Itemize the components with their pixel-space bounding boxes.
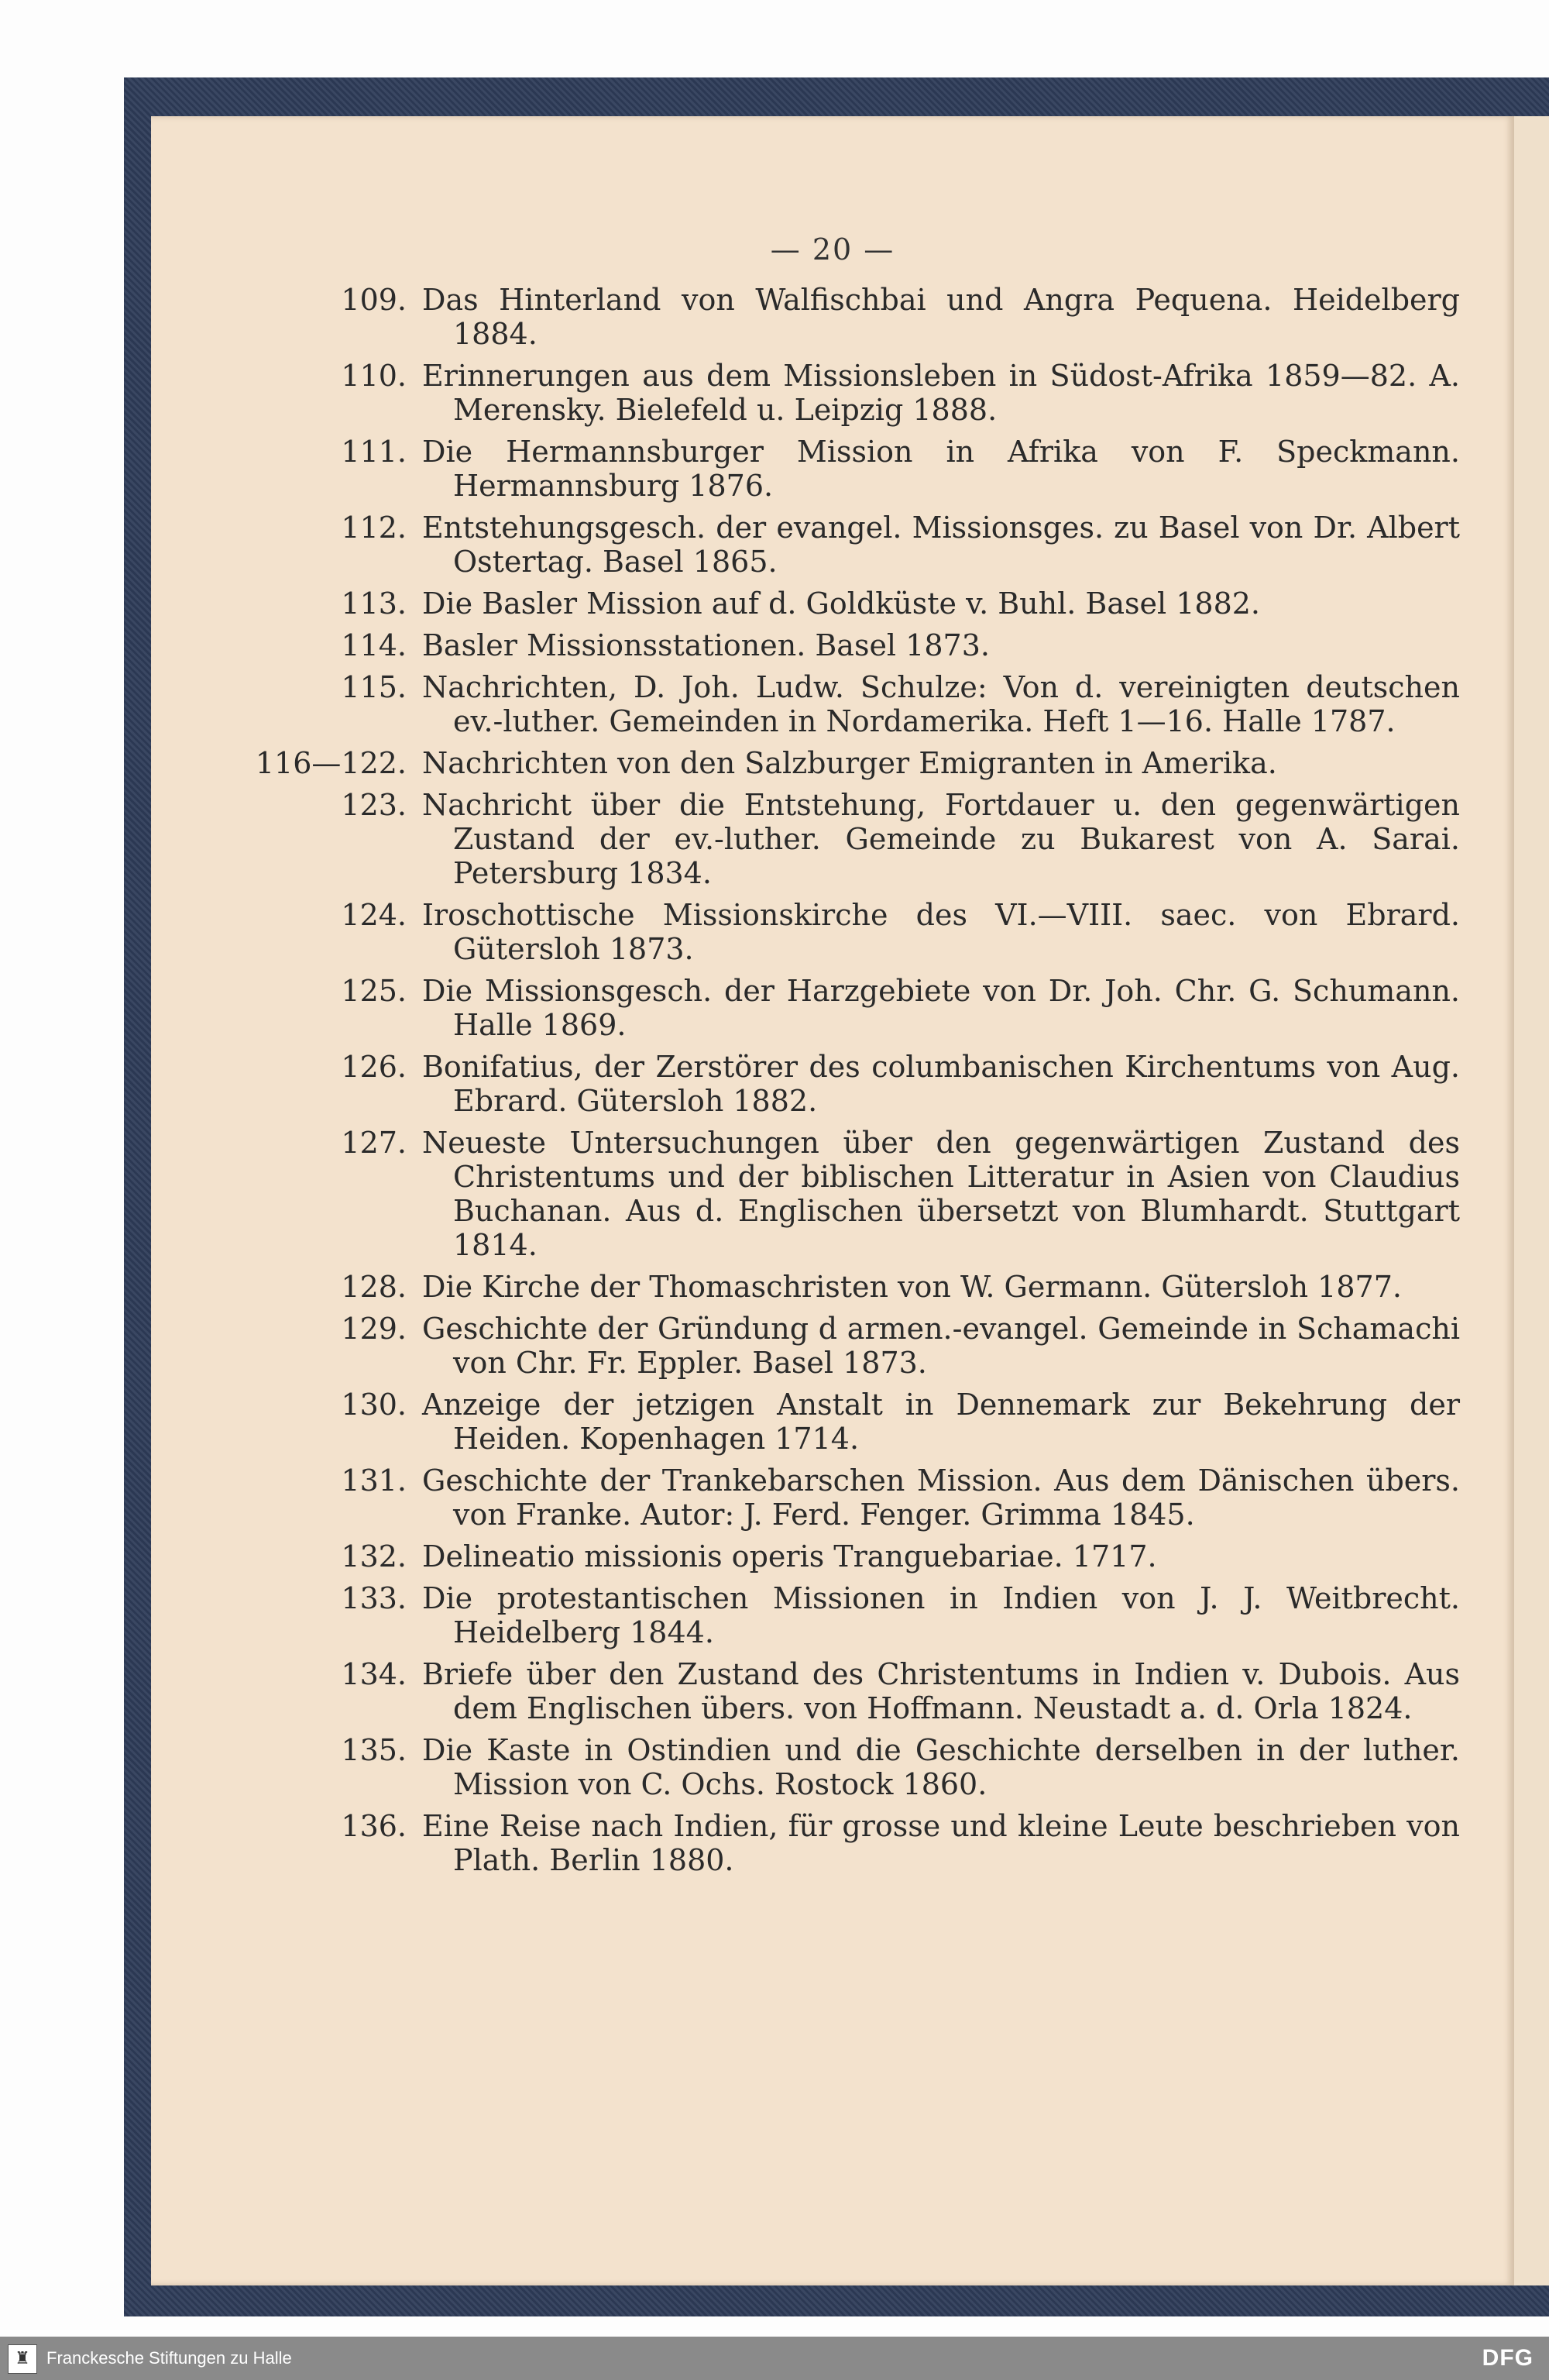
entry-text: Geschichte der Gründung d armen.-evangel. Gemeinde in Schamachi von Chr. Fr. Eppler. Basel 1873. (422, 1312, 1460, 1380)
entry-number: 127. (341, 1126, 407, 1160)
list-item (341, 586, 1522, 621)
entry-number: 109. (341, 283, 407, 317)
entry-text: Iroschottische Missionskirche des VI.—VIII. saec. von Ebrard. Gütersloh 1873. (422, 898, 1460, 966)
list-item (341, 511, 1522, 579)
entry-number: 131. (341, 1463, 407, 1498)
entry-text: Geschichte der Trankebarschen Mission. Aus dem Dänischen übers. von Franke. Autor: J. Ferd. Fenger. Grimma 1845. (422, 1463, 1460, 1532)
list-item (341, 283, 1522, 351)
list-item (341, 1050, 1522, 1118)
list-item (341, 1809, 1522, 1877)
list-item (341, 1126, 1522, 1262)
list-item (341, 1657, 1522, 1725)
entry-list (255, 283, 1522, 1885)
list-item (255, 746, 1522, 780)
list-item (341, 1388, 1522, 1456)
list-item (341, 1463, 1522, 1532)
entry-number: 130. (341, 1388, 407, 1422)
entry-number: 110. (341, 359, 407, 393)
entry-number: 126. (341, 1050, 407, 1084)
list-item (341, 1539, 1522, 1573)
entry-text: Eine Reise nach Indien, für grosse und kleine Leute beschrieben von Plath. Berlin 1880. (422, 1809, 1460, 1877)
entry-text: Die protestantischen Missionen in Indien von J. J. Weitbrecht. Heidelberg 1844. (422, 1581, 1460, 1649)
entry-number: 124. (341, 898, 407, 932)
entry-number: 128. (341, 1270, 407, 1304)
entry-number: 125. (341, 974, 407, 1008)
list-item (341, 670, 1522, 738)
entry-text: Das Hinterland von Walfischbai und Angra Pequena. Heidelberg 1884. (422, 283, 1460, 351)
list-item (341, 435, 1522, 503)
entry-text: Die Kirche der Thomaschristen von W. Germann. Gütersloh 1877. (422, 1270, 1402, 1304)
dfg-logo: DFG (1482, 2345, 1534, 2371)
entry-text: Nachrichten, D. Joh. Ludw. Schulze: Von d. vereinigten deutschen ev.-luther. Gemeinden in Nordamerika. Heft 1—16. Halle 1787. (422, 670, 1460, 738)
list-item (341, 628, 1522, 662)
entry-text: Die Missionsgesch. der Harzgebiete von Dr. Joh. Chr. G. Schumann. Halle 1869. (422, 974, 1460, 1042)
entry-number: 134. (341, 1657, 407, 1691)
entry-text: Die Basler Mission auf d. Goldküste v. Buhl. Basel 1882. (422, 586, 1260, 621)
page-number: — 20 — (770, 232, 895, 267)
entry-number: 132. (341, 1539, 407, 1573)
list-item (341, 788, 1522, 890)
entry-text: Die Kaste in Ostindien und die Geschichte derselben in der luther. Mission von C. Ochs. Rostock 1860. (422, 1733, 1460, 1801)
list-item (341, 1733, 1522, 1801)
footer-bar (0, 2337, 1549, 2380)
entry-number: 112. (341, 511, 407, 545)
entry-text: Briefe über den Zustand des Christentums in Indien v. Dubois. Aus dem Englischen übers. von Hoffmann. Neustadt a. d. Orla 1824. (422, 1657, 1460, 1725)
entry-number: 123. (341, 788, 407, 822)
entry-text: Erinnerungen aus dem Missionsleben in Südost-Afrika 1859—82. A. Merensky. Bielefeld u. Leipzig 1888. (422, 359, 1460, 427)
entry-number: 113. (341, 586, 407, 621)
institution-logo-icon: ♜ (8, 2344, 37, 2374)
entry-text: Delineatio missionis operis Tranguebariae. 1717. (422, 1539, 1157, 1573)
entry-number: 133. (341, 1581, 407, 1615)
entry-number: 129. (341, 1312, 407, 1346)
entry-text: Anzeige der jetzigen Anstalt in Dennemark zur Bekehrung der Heiden. Kopenhagen 1714. (422, 1388, 1460, 1456)
entry-number: 116—122. (255, 746, 407, 780)
entry-text: Neueste Untersuchungen über den gegenwärtigen Zustand des Christentums und der biblischen Litteratur in Asien von Claudius Buchanan. Aus d. Englischen übersetzt von Blumhardt. Stuttgart 1814. (422, 1126, 1460, 1262)
entry-text: Basler Missionsstationen. Basel 1873. (422, 628, 990, 662)
entry-text: Nachrichten von den Salzburger Emigranten in Amerika. (422, 746, 1277, 780)
entry-number: 135. (341, 1733, 407, 1767)
institution-credit: Franckesche Stiftungen zu Halle (46, 2348, 292, 2368)
list-item (341, 974, 1522, 1042)
entry-number: 111. (341, 435, 407, 469)
list-item (341, 1270, 1522, 1304)
entry-number: 115. (341, 670, 407, 704)
entry-text: Bonifatius, der Zerstörer des columbanischen Kirchentums von Aug. Ebrard. Gütersloh 1882. (422, 1050, 1460, 1118)
entry-number: 114. (341, 628, 407, 662)
entry-text: Die Hermannsburger Mission in Afrika von F. Speckmann. Hermannsburg 1876. (422, 435, 1460, 503)
list-item (341, 359, 1522, 427)
book-page (151, 116, 1514, 2285)
entry-text: Entstehungsgesch. der evangel. Missionsges. zu Basel von Dr. Albert Ostertag. Basel 1865. (422, 511, 1460, 579)
entry-text: Nachricht über die Entstehung, Fortdauer u. den gegenwärtigen Zustand der ev.-luther. Gemeinde zu Bukarest von A. Sarai. Petersburg 1834. (422, 788, 1460, 890)
list-item (341, 1581, 1522, 1649)
list-item (341, 898, 1522, 966)
list-item (341, 1312, 1522, 1380)
entry-number: 136. (341, 1809, 407, 1843)
